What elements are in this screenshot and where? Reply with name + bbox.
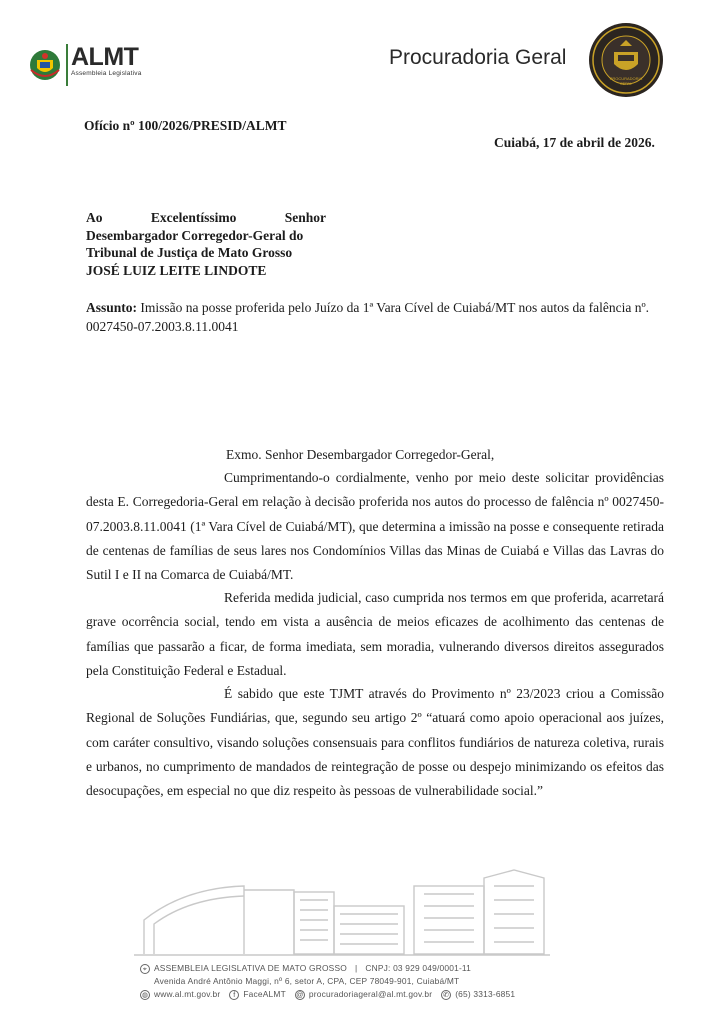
globe-icon: ◍ [141,991,149,999]
subject-label: Assunto: [86,300,138,315]
logo-name: ALMT [71,43,139,71]
assembly-building-illustration [134,866,550,958]
footer-phone: (65) 3313-6851 [455,989,516,999]
footer-website[interactable]: www.al.mt.gov.br [154,989,221,999]
addressee-block [86,209,326,279]
procuradoria-seal-icon [588,22,664,98]
addressee-word: Ao [86,210,103,225]
footer-contacts [140,988,560,1001]
footer-facebook[interactable]: FaceALMT [243,989,286,999]
subject [86,298,666,336]
logo-wordmark [66,44,163,86]
document-reference: Ofício nº 100/2026/PRESID/ALMT [84,118,287,133]
addressee-word: Senhor [284,210,326,225]
addressee-word: Excelentíssimo [150,210,237,225]
paragraph [86,466,664,587]
footer-address: Avenida André Antônio Maggi, nº 6, setor A, CPA, CEP 78049-901, Cuiabá/MT [154,976,460,986]
footer-cnpj: CNPJ: 03 929 049/0001-11 [365,963,472,973]
addressee-court: Tribunal de Justiça de Mato Grosso [86,245,293,260]
footer-separator: | [354,963,358,973]
paragraph-text: É sabido que este TJMT através do Provimento nº 23/2023 criou a Comissão Regional de Soluções Fundiárias, que, segundo seu artigo 2º “atuará como apoio operacional aos juízes, com caráter consultivo, visando soluções consensuais para conflitos fundiários de natureza coletiva, rurais e urbanos, no cumprimento de mandados de reintegração de posse ou despejo minimizando os efeitos das desocupações, em especial no que diz respeito às pessoas de vulnerabilidade social.” [86,686,664,799]
svg-text:PROCURADORIA: PROCURADORIA [609,76,643,81]
paragraph-text: Referida medida judicial, caso cumprida nos termos em que proferida, acarretará grave ocorrência social, tendo em vista a ausência de meios eficazes de acolhimento das centenas de famílias que passarão a ficar, de forma imediata, sem moradia, vulnerando diversos direitos assegurados pela Constituição Federal e Estadual. [86,590,664,678]
location-pin-icon: ⌖ [140,964,150,974]
document-date: Cuiabá, 17 de abril de 2026. [494,135,655,150]
footer-institution-line [140,962,560,975]
footer [140,962,560,1001]
whatsapp-phone-icon: ✆ [443,991,450,999]
state-coat-of-arms-icon [28,48,62,82]
paragraph-text: Cumprimentando-o cordialmente, venho por meio deste solicitar providências desta E. Corregedoria-Geral em relação à decisão proferida nos autos do processo de falência nº 0027450-07.2003.8.11.0041 (1ª Vara Cível de Cuiabá/MT), que determina a imissão na posse e consequente retirada de centenas de famílias de seus lares nos Condomínios Villas das Minas de Cuiabá e Villas das Lavras do Sutil I e II na Comarca de Cuiabá/MT. [86,470,664,583]
footer-institution: ASSEMBLEIA LEGISLATIVA DE MATO GROSSO [154,963,347,973]
almt-logo [28,44,158,86]
logo-subtitle: Assembleia Legislativa [71,70,142,77]
footer-email[interactable]: procuradoriageral@al.mt.gov.br [308,989,433,999]
email-at-icon: @ [296,991,304,999]
department-title: Procuradoria Geral [389,46,567,69]
addressee-title: Desembargador Corregedor-Geral do [86,227,304,243]
paragraph [86,586,664,683]
svg-text:GERAL: GERAL [620,82,632,86]
facebook-icon: f [229,990,239,1000]
subject-text: Imissão na posse proferida pelo Juízo da 1ª Vara Cível de Cuiabá/MT nos autos da falência nº. 0027450-07.2003.8.11.0041 [86,300,650,334]
paragraph [86,682,664,803]
addressee-name: JOSÉ LUIZ LEITE LINDOTE [86,262,267,278]
salutation: Exmo. Senhor Desembargador Corregedor-Geral, [226,447,495,462]
